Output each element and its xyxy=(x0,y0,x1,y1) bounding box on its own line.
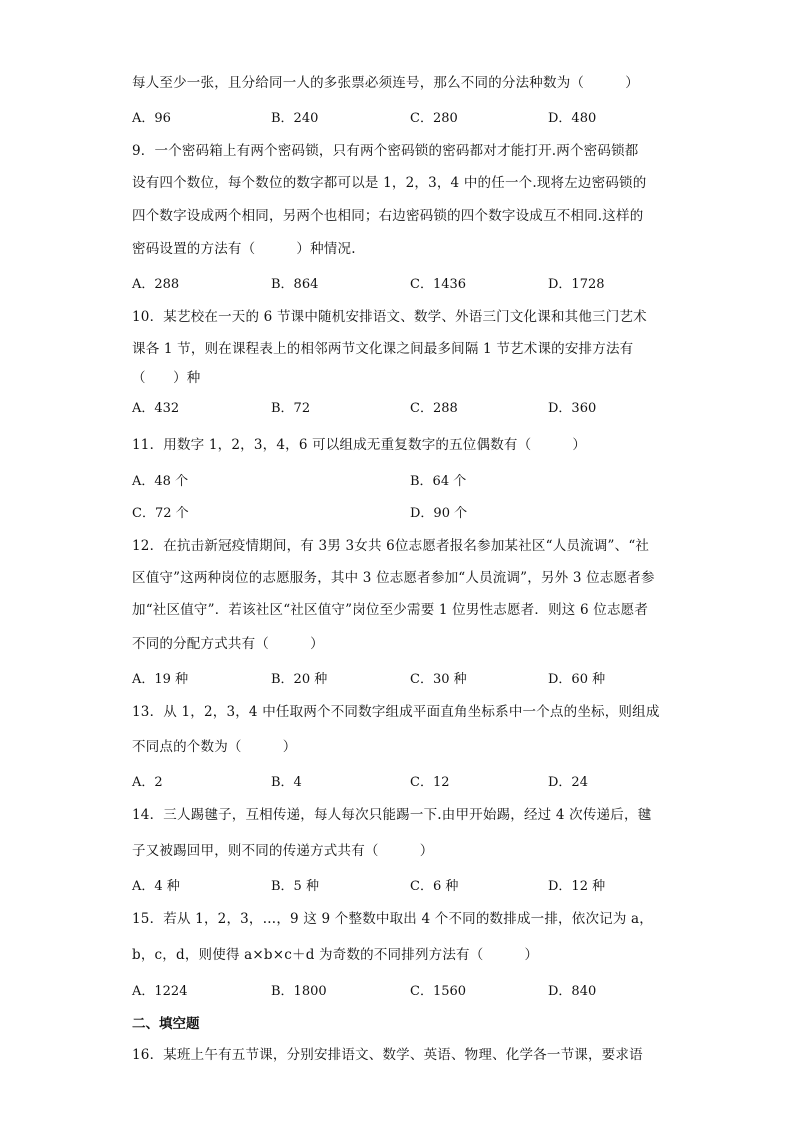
q8-option-d[interactable]: D．480 xyxy=(548,111,597,126)
q9-option-c[interactable]: C．1436 xyxy=(410,277,467,292)
q8-option-b[interactable]: B．240 xyxy=(271,111,319,126)
q11-option-d[interactable]: D．90 个 xyxy=(410,506,468,521)
q9-text-1: 9．一个密码箱上有两个密码锁，只有两个密码锁的密码都对才能打开.两个密码锁都 xyxy=(132,143,639,159)
q13-option-b[interactable]: B．4 xyxy=(271,775,302,790)
section-heading-fill-in: 二、填空题 xyxy=(132,1016,200,1032)
q10-option-d[interactable]: D．360 xyxy=(548,401,597,416)
q14-option-c[interactable]: C．6 种 xyxy=(410,879,459,894)
q14-option-a[interactable]: A．4 种 xyxy=(132,879,180,894)
q13-text-2: 不同点的个数为（ ） xyxy=(132,739,297,755)
q12-text-2: 区值守”这两种岗位的志愿服务，其中 3 位志愿者参加“人员流调”，另外 3 位志愿者参 xyxy=(132,570,655,586)
q10-option-a[interactable]: A．432 xyxy=(132,401,180,416)
q15-option-c[interactable]: C．1560 xyxy=(410,984,467,999)
q13-text-1: 13．从 1，2，3，4 中任取两个不同数字组成平面直角坐标系中一个点的坐标，则组成 xyxy=(132,704,660,720)
q10-option-b[interactable]: B．72 xyxy=(271,401,311,416)
q11-option-c[interactable]: C．72 个 xyxy=(132,506,189,521)
q12-text-4: 不同的分配方式共有（ ） xyxy=(132,636,324,652)
q16-text-1: 16．某班上午有五节课，分别安排语文、数学、英语、物理、化学各一节课，要求语 xyxy=(132,1047,643,1063)
q8-option-c[interactable]: C．280 xyxy=(410,111,458,126)
q15-option-b[interactable]: B．1800 xyxy=(271,984,327,999)
q11-option-a[interactable]: A．48 个 xyxy=(132,474,189,489)
q15-option-d[interactable]: D．840 xyxy=(548,984,597,999)
q12-option-d[interactable]: D．60 种 xyxy=(548,672,606,687)
q8-option-a[interactable]: A．96 xyxy=(132,111,171,126)
q14-text-2: 子又被踢回甲，则不同的传递方式共有（ ） xyxy=(132,843,434,859)
q14-option-d[interactable]: D．12 种 xyxy=(548,879,606,894)
q12-text-1: 12．在抗击新冠疫情期间，有 3男 3女共 6位志愿者报名参加某社区“人员流调”、“社 xyxy=(132,538,650,554)
q12-option-a[interactable]: A．19 种 xyxy=(132,672,189,687)
q8-text: 每人至少一张，且分给同一人的多张票必须连号，那么不同的分法种数为（ ） xyxy=(132,75,639,91)
q9-text-2: 设有四个数位，每个数位的数字都可以是 1，2，3，4 中的任一个.现将左边密码锁的 xyxy=(132,175,647,191)
q9-option-d[interactable]: D．1728 xyxy=(548,277,605,292)
q9-text-4: 密码设置的方法有（ ）种情况. xyxy=(132,241,356,257)
q15-text-2: b，c，d，则使得 a×b×c＋d 为奇数的不同排列方法有（ ） xyxy=(132,947,539,963)
q11-option-b[interactable]: B．64 个 xyxy=(410,474,467,489)
q13-option-c[interactable]: C．12 xyxy=(410,775,450,790)
q15-text-1: 15．若从 1，2，3，…，9 这 9 个整数中取出 4 个不同的数排成一排，依次记为 a， xyxy=(132,911,653,927)
q12-option-b[interactable]: B．20 种 xyxy=(271,672,328,687)
q14-text-1: 14．三人踢毽子，互相传递，每人每次只能踢一下.由甲开始踢，经过 4 次传递后，毽 xyxy=(132,807,652,823)
q10-text-1: 10．某艺校在一天的 6 节课中随机安排语文、数学、外语三门文化课和其他三门艺术 xyxy=(132,309,647,325)
q12-text-3: 加“社区值守”．若该社区“社区值守”岗位至少需要 1 位男性志愿者．则这 6 位志愿者 xyxy=(132,602,649,618)
q9-option-a[interactable]: A．288 xyxy=(132,277,180,292)
q10-option-c[interactable]: C．288 xyxy=(410,401,458,416)
q14-option-b[interactable]: B．5 种 xyxy=(271,879,319,894)
q9-option-b[interactable]: B．864 xyxy=(271,277,319,292)
q15-option-a[interactable]: A．1224 xyxy=(132,984,188,999)
q13-option-d[interactable]: D．24 xyxy=(548,775,588,790)
q12-option-c[interactable]: C．30 种 xyxy=(410,672,467,687)
q13-option-a[interactable]: A．2 xyxy=(132,775,163,790)
q10-text-3: （ ）种 xyxy=(132,370,201,386)
q11-text-1: 11．用数字 1，2，3，4，6 可以组成无重复数字的五位偶数有（ ） xyxy=(132,437,587,453)
q10-text-2: 课各 1 节，则在课程表上的相邻两节文化课之间最多间隔 1 节艺术课的安排方法有 xyxy=(132,341,634,357)
q9-text-3: 四个数字设成两个相同，另两个也相同；右边密码锁的四个数字设成互不相同.这样的 xyxy=(132,208,644,224)
